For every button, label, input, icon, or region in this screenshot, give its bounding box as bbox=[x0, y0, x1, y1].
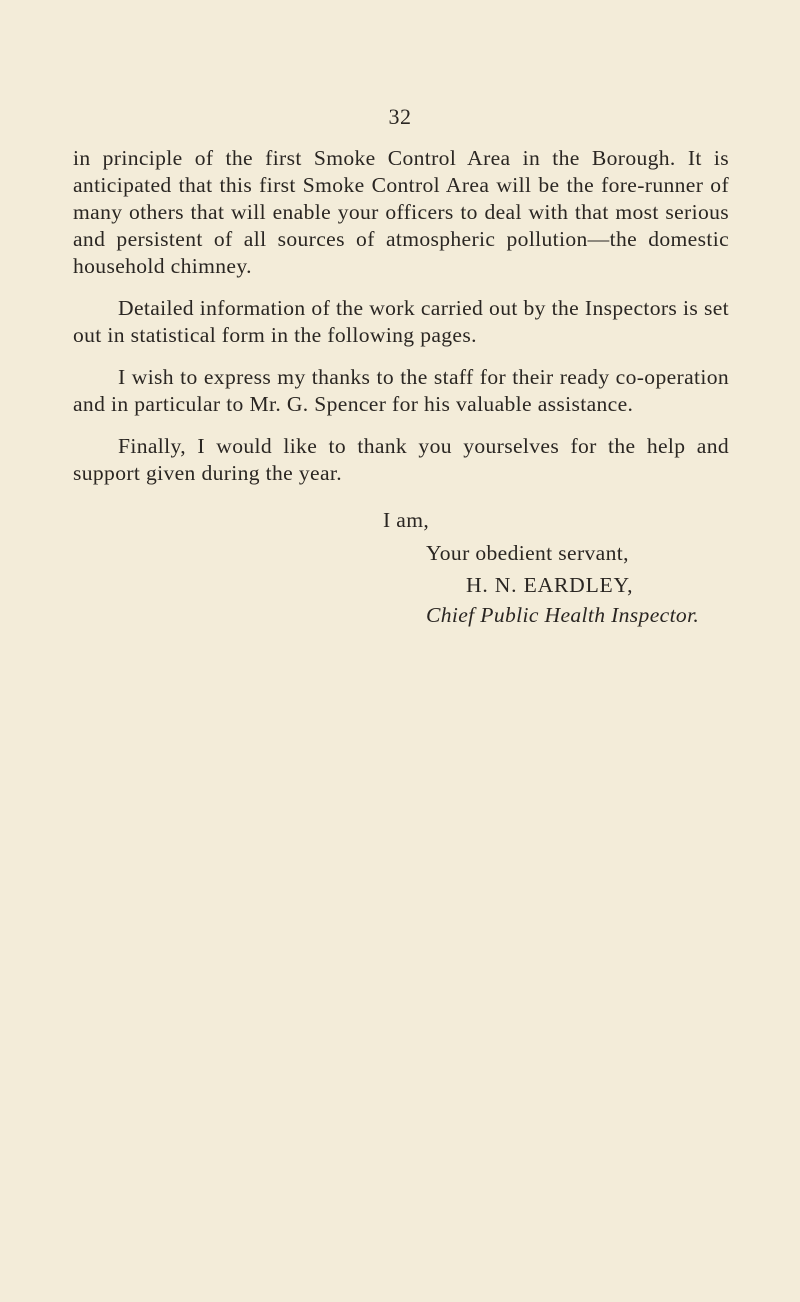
closing-salutation: I am, bbox=[383, 508, 430, 532]
closing-valediction: Your obedient servant, bbox=[426, 541, 629, 565]
page-number: 32 bbox=[388, 104, 412, 129]
signatory-title: Chief Public Health Inspector. bbox=[426, 603, 700, 627]
body-text bbox=[73, 145, 729, 502]
paragraph-continuation: in principle of the first Smoke Control Area in the Borough. It is anticipated that this first Smoke Control Area will be the fore-runner of many others that will enable your officers to deal with that most serious and persistent of all sources of atmospheric pollution—the domestic household chimney. bbox=[73, 146, 729, 278]
paragraph-detailed-information: Detailed information of the work carried out by the Inspectors is set out in statistical form in the following pages. bbox=[73, 296, 729, 347]
paragraph-thanks-staff: I wish to express my thanks to the staff for their ready co-operation and in particular to Mr. G. Spencer for his valuable assistance. bbox=[73, 365, 729, 416]
signatory-name: H. N. EARDLEY, bbox=[466, 573, 634, 597]
paragraph-thanks-council: Finally, I would like to thank you yourselves for the help and support given during the year. bbox=[73, 434, 729, 485]
